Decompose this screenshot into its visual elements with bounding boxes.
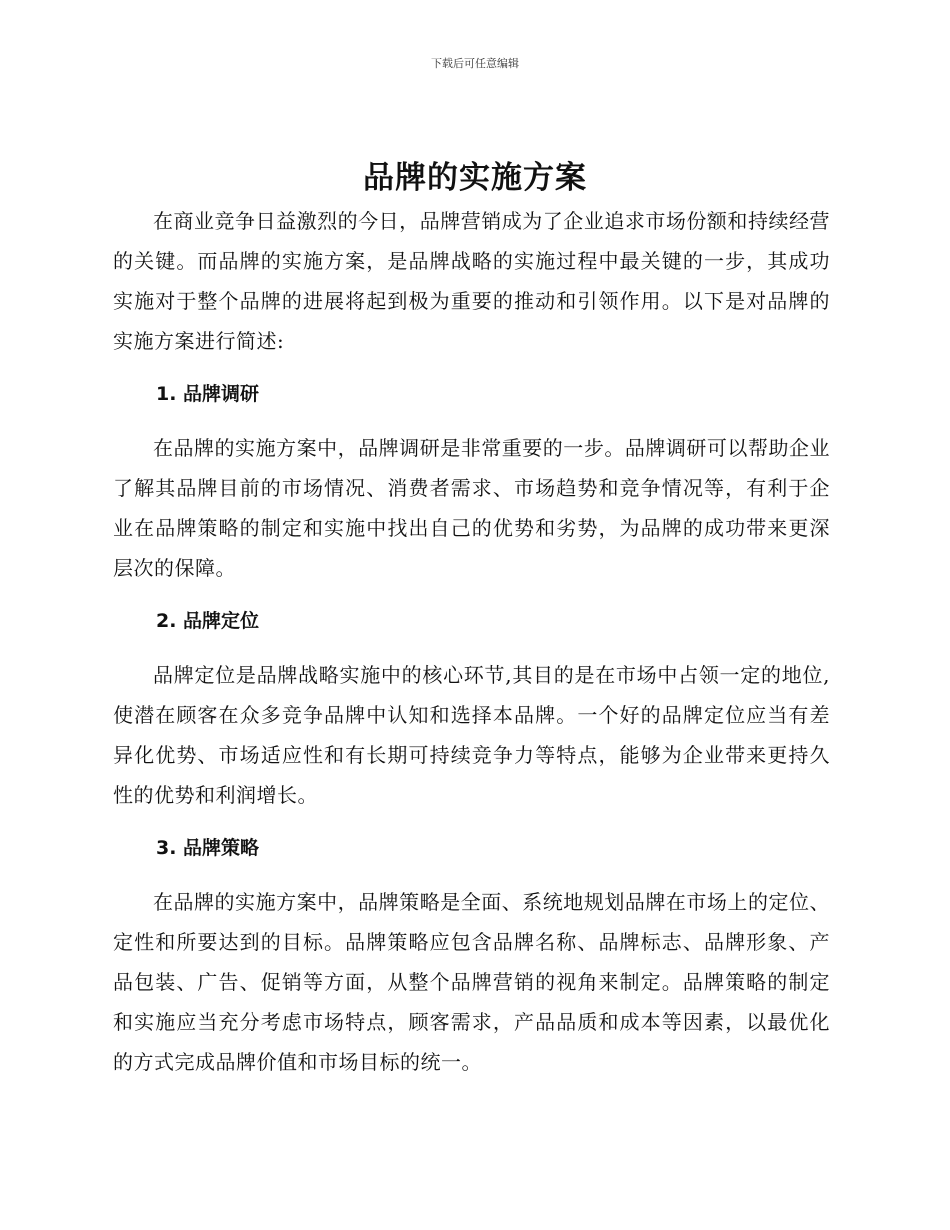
section-body-positioning: 品牌定位是品牌战略实施中的核心环节,其目的是在市场中占领一定的地位,使潜在顾客在众多竞争品牌中认知和选择本品牌。一个好的品牌定位应当有差异化优势、市场适应性和有长期可持续竞争力等特点，能够为企业带来更持久性的优势和利润增长。: [113, 663, 830, 807]
intro-paragraph: 在商业竞争日益激烈的今日，品牌营销成为了企业追求市场份额和持续经营的关键。而品牌的实施方案，是品牌战略的实施过程中最关键的一步，其成功实施对于整个品牌的进展将起到极为重要的推动和引领作用。以下是对品牌的实施方案进行简述:: [113, 209, 830, 353]
document-body: [113, 201, 830, 1082]
document-title: 品牌的实施方案: [363, 160, 587, 196]
section-heading-strategy: 3. 品牌策略: [156, 837, 260, 859]
header-note: 下载后可任意编辑: [431, 57, 519, 70]
section-body-strategy: 在品牌的实施方案中，品牌策略是全面、系统地规划品牌在市场上的定位、定性和所要达到的目标。品牌策略应包含品牌名称、品牌标志、品牌形象、产品包装、广告、促销等方面，从整个品牌营销的视角来制定。品牌策略的制定和实施应当充分考虑市场特点，顾客需求，产品品质和成本等因素，以最优化的方式完成品牌价值和市场目标的统一。: [113, 890, 830, 1074]
section-heading-research: 1. 品牌调研: [156, 383, 260, 405]
section-body-research: 在品牌的实施方案中，品牌调研是非常重要的一步。品牌调研可以帮助企业了解其品牌目前的市场情况、消费者需求、市场趋势和竞争情况等，有利于企业在品牌策略的制定和实施中找出自己的优势和劣势，为品牌的成功带来更深层次的保障。: [113, 436, 830, 580]
section-heading-positioning: 2. 品牌定位: [156, 610, 260, 632]
